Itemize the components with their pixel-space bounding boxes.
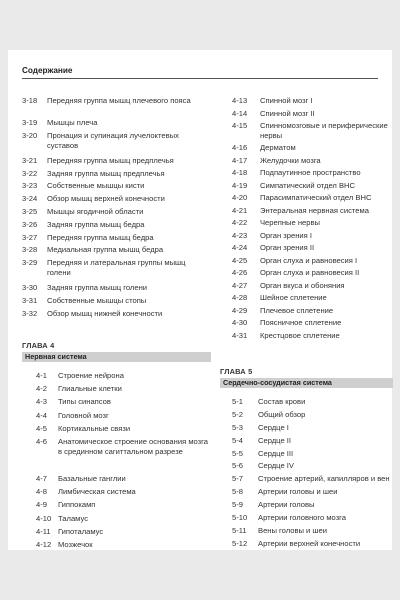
toc-entry: 3-30 Задняя группа мышц голени [22,283,148,293]
toc-entry: 3-28 Медиальная группа мышц бедра [22,245,164,255]
toc-entry: 3-27 Передняя группа мышц бедра [22,232,154,242]
toc-entry: 5-11 Вены головы и шеи [232,525,327,535]
chapter-5-label: ГЛАВА 5 [220,367,253,376]
toc-entry: 4-12 Мозжечок [36,539,93,549]
right-toc-column [232,96,390,343]
toc-entry: 4-24 Орган зрения II [232,243,315,252]
toc-entry: 4-5 Кортикальные связи [36,423,131,433]
toc-entry: 3-31 Собственные мышцы стопы [22,295,147,305]
toc-entry: 4-3 Типы синапсов [36,397,111,407]
toc-entry: 3-32 Обзор мышц нижней конечности [22,308,163,318]
toc-entry: 4-29 Плечевое сплетение [232,305,334,315]
toc-entry: 3-29 Передняя и латеральная группы мышц голени [22,258,186,278]
toc-entry: 4-13 Спинной мозг I [232,96,313,105]
toc-entry: 4-6 Анатомическое строение основания мозга в срединном сагиттальном разрезе [36,436,208,456]
toc-entry: 4-25 Орган слуха и равновесия I [232,255,358,265]
toc-entry: 4-11 Гипоталамус [36,526,104,536]
toc-entry: 4-20 Парасимпатический отдел ВНС [232,193,372,202]
toc-entry: 4-9 Гиппокамп [36,500,96,510]
toc-entry: 5-2 Общий обзор [232,409,306,419]
toc-entry: 3-20 Пронация и супинация лучелоктевых суставов [22,130,179,150]
toc-entry: 5-12 Артерии верхней конечности [232,538,361,548]
left-toc-column [22,96,202,322]
toc-entry: 5-1 Состав крови [232,397,306,406]
toc-entry: 4-18 Подпаутинное пространство [232,168,361,177]
chapter-4-label: ГЛАВА 4 [22,341,55,350]
toc-entry: 4-17 Желудочки мозга [232,155,321,165]
toc-entry: 5-4 Сердце II [232,435,292,445]
toc-entry: 5-7 Строение артерий, капилляров и вен [232,474,390,484]
toc-entry: 4-21 Энтеральная нервная система [232,205,369,215]
toc-entry: 5-9 Артерии головы [232,500,315,510]
toc-entry: 4-31 Крестцовое сплетение [232,330,340,340]
toc-entry: 4-1 Строение нейрона [36,371,124,380]
toc-entry: 3-19 Мышцы плеча [22,118,98,127]
toc-entry: 3-18 Передняя группа мышц плечевого пояса [22,96,191,105]
toc-entry: 5-3 Сердце I [232,422,289,432]
toc-entry: 4-23 Орган зрения I [232,230,312,240]
toc-entry: 5-8 Артерии головы и шеи [232,487,338,497]
toc-entry: 4-14 Спинной мозг II [232,108,315,118]
book-page [8,50,392,550]
toc-entry: 4-15 Спинномозговые и периферические нервы [232,121,388,140]
page-header-title: Содержание [22,66,378,79]
toc-entry: 3-24 Обзор мышц верхней конечности [22,194,165,204]
toc-entry: 3-26 Задняя группа мышц бедра [22,219,145,229]
toc-entry: 4-4 Головной мозг [36,410,109,420]
chapter-5-toc [232,397,392,552]
toc-entry: 5-5 Сердце III [232,448,294,458]
toc-entry: 4-8 Лимбическая система [36,487,136,497]
toc-entry: 4-28 Шейное сплетение [232,293,327,302]
chapter-4-title-bar: Нервная система [22,352,211,362]
toc-entry: 3-22 Задняя группа мышц предплечья [22,168,165,178]
toc-entry: 4-27 Орган вкуса и обоняния [232,280,345,290]
toc-entry: 5-10 Артерии головного мозга [232,513,347,523]
toc-entry: 4-16 Дерматом [232,143,296,152]
toc-entry: 5-6 Сердце IV [232,461,294,471]
toc-entry: 4-30 Поясничное сплетение [232,318,342,327]
toc-entry: 3-25 Мышцы ягодичной области [22,206,144,216]
toc-entry: 4-26 Орган слуха и равновесия II [232,268,360,277]
toc-entry: 4-10 Таламус [36,513,88,523]
toc-entry: 4-2 Глиальные клетки [36,384,122,394]
chapter-5-title-bar: Сердечно-сосудистая система [220,378,393,388]
toc-entry: 4-19 Симпатический отдел ВНС [232,180,355,190]
toc-entry: 4-22 Черепные нервы [232,218,320,227]
chapter-4-toc [36,371,208,553]
toc-entry: 3-23 Собственные мышцы кисти [22,181,145,191]
toc-entry: 4-7 Базальные ганглии [36,473,126,483]
toc-entry: 3-21 Передняя группа мышц предплечья [22,155,174,165]
